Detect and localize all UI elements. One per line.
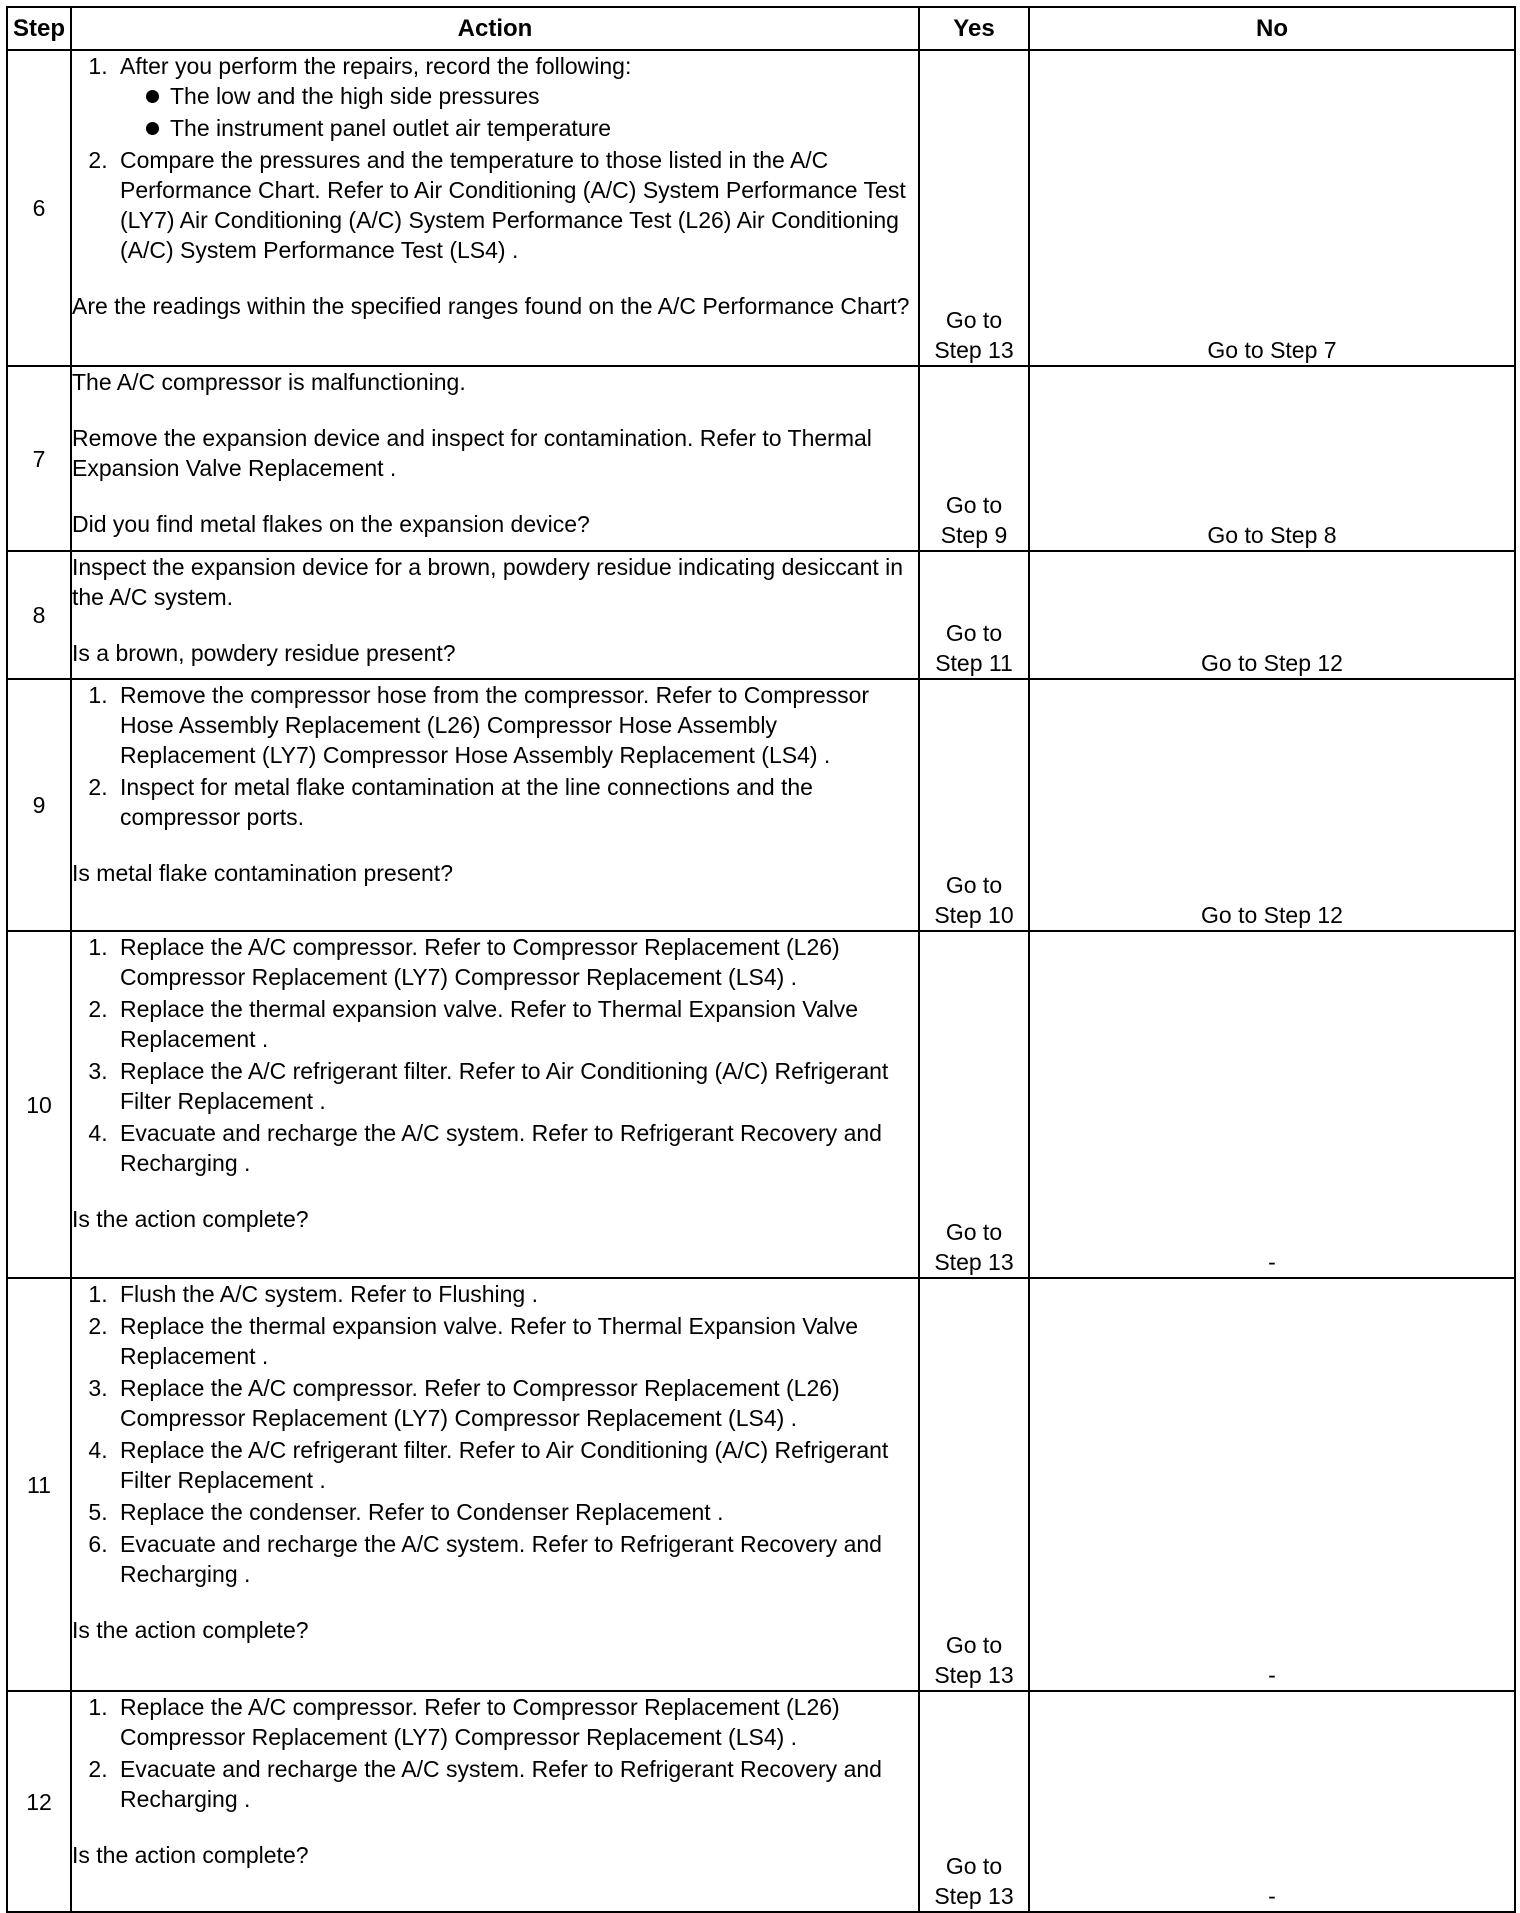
action-cell xyxy=(71,931,919,1278)
yes-cell xyxy=(919,679,1029,931)
action-cell xyxy=(71,551,919,679)
list-item-text: Evacuate and recharge the A/C system. Refer to Refrigerant Recovery and Recharging . xyxy=(120,1756,882,1812)
table-row xyxy=(7,931,1515,1278)
yes-link: Step 11 xyxy=(935,650,1013,676)
list-item-text: Remove the compressor hose from the compressor. Refer to Compressor Hose Assembly Replacement (L26) Compressor Hose Assembly Replacement (LY7) Compressor Hose Assembly Replacement (LS4) . xyxy=(120,682,870,768)
list-item xyxy=(114,1435,918,1495)
yes-link: Go to xyxy=(945,872,1003,898)
list-item xyxy=(114,994,918,1054)
bullet-text: The low and the high side pressures xyxy=(170,83,540,109)
list-item-text: Evacuate and recharge the A/C system. Refer to Refrigerant Recovery and Recharging . xyxy=(120,1531,882,1587)
yes-cell xyxy=(919,1691,1029,1912)
list-item xyxy=(114,1692,918,1752)
step-question: Is the action complete? xyxy=(72,1842,309,1868)
yes-cell xyxy=(919,931,1029,1278)
list-item-text: Compare the pressures and the temperature to those listed in the A/C Performance Chart. Refer to Air Conditioning (A/C) System Performance Test (LY7) Air Conditioning (A/C) System Performance Test (L26) Air Conditioning (A/C) System Performance Test (LS4) . xyxy=(120,147,906,263)
step-question: Are the readings within the specified ranges found on the A/C Performance Chart? xyxy=(72,293,910,319)
list-item-text: Flush the A/C system. Refer to Flushing . xyxy=(120,1281,538,1307)
list-item-text: Replace the A/C refrigerant filter. Refer to Air Conditioning (A/C) Refrigerant Filter Replacement . xyxy=(120,1058,889,1114)
list-item xyxy=(114,1311,918,1371)
table-body xyxy=(7,50,1515,1912)
yes-link: Step 13 xyxy=(934,337,1014,363)
list-item-text: Replace the A/C compressor. Refer to Compressor Replacement (L26) Compressor Replacement (LY7) Compressor Replacement (LS4) . xyxy=(120,934,840,990)
list-item xyxy=(114,1118,918,1178)
table-row xyxy=(7,1691,1515,1912)
list-item-text: Evacuate and recharge the A/C system. Refer to Refrigerant Recovery and Recharging . xyxy=(120,1120,882,1176)
table-row xyxy=(7,366,1515,551)
yes-cell xyxy=(919,366,1029,551)
list-item xyxy=(114,680,918,770)
bullet-item xyxy=(144,113,918,143)
yes-cell xyxy=(919,1278,1029,1691)
list-item-text: Replace the A/C compressor. Refer to Compressor Replacement (L26) Compressor Replacement (LY7) Compressor Replacement (LS4) . xyxy=(120,1375,840,1431)
step-question: Is a brown, powdery residue present? xyxy=(72,640,456,666)
list-item xyxy=(114,145,918,265)
diagnostic-table xyxy=(6,6,1516,1913)
table-row xyxy=(7,50,1515,366)
list-item-text: After you perform the repairs, record the following: xyxy=(120,53,632,79)
action-paragraph: Remove the expansion device and inspect for contamination. Refer to Thermal Expansion Valve Replacement . xyxy=(72,425,872,481)
step-number: 6 xyxy=(7,50,71,366)
bullet-item xyxy=(144,81,918,111)
action-cell xyxy=(71,50,919,366)
yes-link: Go to xyxy=(945,492,1003,518)
no-cell: Go to Step 12 xyxy=(1029,679,1515,931)
yes-link: Step 9 xyxy=(940,522,1008,548)
yes-link: Step 13 xyxy=(934,1249,1014,1275)
action-paragraph: The A/C compressor is malfunctioning. xyxy=(72,369,466,395)
table-header-row xyxy=(7,7,1515,50)
yes-link: Step 13 xyxy=(934,1662,1014,1688)
no-cell: Go to Step 8 xyxy=(1029,366,1515,551)
no-cell: - xyxy=(1029,1691,1515,1912)
list-item-text: Inspect for metal flake contamination at the line connections and the compressor ports. xyxy=(120,774,813,830)
bullet-icon xyxy=(146,90,159,103)
action-steps-list xyxy=(72,1279,918,1589)
action-cell xyxy=(71,679,919,931)
action-paragraph: Inspect the expansion device for a brown, powdery residue indicating desiccant in the A/C system. xyxy=(72,554,904,610)
table-row xyxy=(7,551,1515,679)
yes-cell xyxy=(919,551,1029,679)
step-question: Is metal flake contamination present? xyxy=(72,860,453,886)
action-cell xyxy=(71,1278,919,1691)
list-item-text: Replace the A/C refrigerant filter. Refer to Air Conditioning (A/C) Refrigerant Filter Replacement . xyxy=(120,1437,889,1493)
action-steps-list xyxy=(72,51,918,265)
list-item xyxy=(114,1497,918,1527)
header-no: No xyxy=(1029,7,1515,50)
list-item-text: Replace the thermal expansion valve. Refer to Thermal Expansion Valve Replacement . xyxy=(120,996,859,1052)
step-number: 12 xyxy=(7,1691,71,1912)
yes-link: Step 13 xyxy=(934,1883,1014,1909)
bullet-list xyxy=(120,81,918,143)
step-number: 11 xyxy=(7,1278,71,1691)
no-cell: - xyxy=(1029,931,1515,1278)
step-number: 8 xyxy=(7,551,71,679)
list-item xyxy=(114,772,918,832)
yes-cell xyxy=(919,50,1029,366)
step-number: 10 xyxy=(7,931,71,1278)
action-steps-list xyxy=(72,932,918,1178)
yes-link: Go to xyxy=(945,307,1003,333)
list-item xyxy=(114,1529,918,1589)
header-yes: Yes xyxy=(919,7,1029,50)
action-cell xyxy=(71,366,919,551)
list-item xyxy=(114,1056,918,1116)
no-cell: - xyxy=(1029,1278,1515,1691)
list-item xyxy=(114,1373,918,1433)
list-item-text: Replace the thermal expansion valve. Refer to Thermal Expansion Valve Replacement . xyxy=(120,1313,859,1369)
action-steps-list xyxy=(72,1692,918,1814)
no-cell: Go to Step 7 xyxy=(1029,50,1515,366)
yes-link: Go to xyxy=(945,1219,1003,1245)
step-question: Did you find metal flakes on the expansion device? xyxy=(72,511,590,537)
bullet-text: The instrument panel outlet air temperature xyxy=(170,115,612,141)
step-question: Is the action complete? xyxy=(72,1617,309,1643)
yes-link: Go to xyxy=(945,1632,1003,1658)
list-item-text: Replace the A/C compressor. Refer to Compressor Replacement (L26) Compressor Replacement (LY7) Compressor Replacement (LS4) . xyxy=(120,1694,840,1750)
action-cell xyxy=(71,1691,919,1912)
yes-link: Go to xyxy=(945,1853,1003,1879)
header-step: Step xyxy=(7,7,71,50)
no-cell: Go to Step 12 xyxy=(1029,551,1515,679)
table-row xyxy=(7,1278,1515,1691)
step-number: 9 xyxy=(7,679,71,931)
yes-link: Go to xyxy=(945,620,1003,646)
list-item-text: Replace the condenser. Refer to Condenser Replacement . xyxy=(120,1499,724,1525)
list-item xyxy=(114,1279,918,1309)
list-item xyxy=(114,1754,918,1814)
yes-link: Step 10 xyxy=(934,902,1014,928)
bullet-icon xyxy=(146,122,159,135)
step-number: 7 xyxy=(7,366,71,551)
list-item xyxy=(114,51,918,143)
header-action: Action xyxy=(71,7,919,50)
list-item xyxy=(114,932,918,992)
action-steps-list xyxy=(72,680,918,832)
table-row xyxy=(7,679,1515,931)
step-question: Is the action complete? xyxy=(72,1206,309,1232)
